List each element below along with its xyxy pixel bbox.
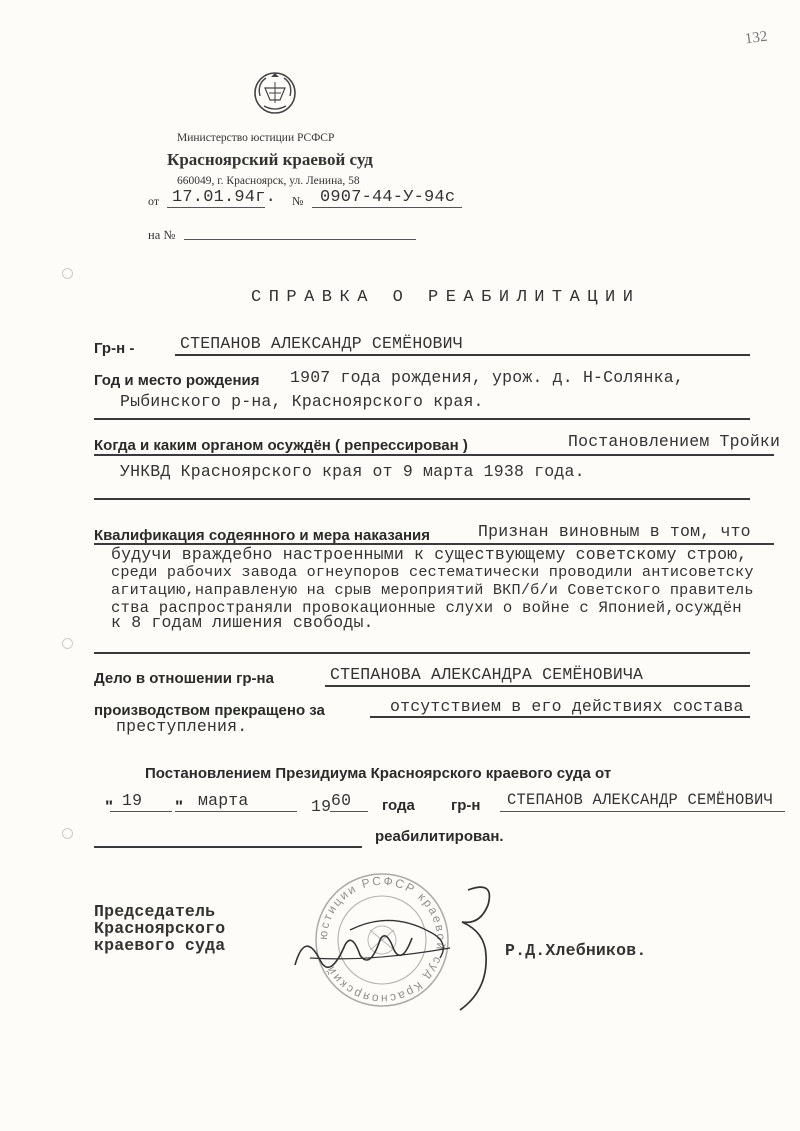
- qualification-underline-1: [94, 543, 774, 545]
- birth-line-2: Рыбинского р-на, Красноярского края.: [120, 392, 484, 411]
- punch-hole: [62, 268, 73, 279]
- birth-line-1: 1907 года рождения, урож. д. Н-Солянка,: [290, 368, 684, 387]
- number-underline: [312, 207, 462, 208]
- signer-position-1: Председатель: [94, 902, 216, 921]
- punch-hole: [62, 638, 73, 649]
- decree-person-label: гр-н: [451, 797, 481, 814]
- page-number: 132: [743, 28, 769, 48]
- termination-reason-1: отсутствием в его действиях состава: [390, 697, 744, 716]
- qualification-underline-2: [94, 652, 750, 654]
- decree-year-label: года: [382, 797, 415, 814]
- case-underline: [325, 685, 750, 687]
- reference-label: на №: [148, 228, 176, 242]
- date-label: от: [148, 194, 160, 208]
- decree-person-name: СТЕПАНОВ АЛЕКСАНДР СЕМЁНОВИЧ: [507, 791, 774, 809]
- emblem-icon: [252, 70, 298, 116]
- number-label: №: [292, 194, 304, 208]
- decree-day-underline: [110, 811, 172, 812]
- decree-person-underline: [500, 811, 785, 812]
- decree-year-underline: [330, 811, 368, 812]
- person-underline: [175, 354, 750, 356]
- punch-hole: [62, 828, 73, 839]
- qualification-line-4: агитацию,направленую на срыв мероприятий ВКП/б/и Советского правитель: [111, 581, 754, 599]
- decree-intro: Постановлением Президиума Красноярского краевого суда от: [145, 765, 612, 782]
- rehabilitated-underline: [94, 846, 362, 848]
- person-name: СТЕПАНОВ АЛЕКСАНДР СЕМЁНОВИЧ: [180, 334, 463, 353]
- qualification-label: Квалификация содеянного и мера наказания: [94, 527, 430, 544]
- decree-day-prefix: ": [105, 797, 114, 816]
- conviction-line-2: УНКВД Красноярского края от 9 марта 1938 года.: [120, 462, 585, 481]
- decree-day-suffix: ": [175, 797, 184, 816]
- conviction-underline-1: [94, 454, 774, 456]
- date-underline: [167, 207, 265, 208]
- decree-month: марта: [198, 791, 249, 810]
- signer-position-3: краевого суда: [94, 936, 226, 955]
- birth-label: Год и место рождения: [94, 372, 260, 389]
- decree-year-suffix: 60: [331, 791, 352, 810]
- signer-position-2: Красноярского: [94, 919, 226, 938]
- termination-underline: [370, 716, 750, 718]
- decree-month-underline: [175, 811, 297, 812]
- qualification-line-1: Признан виновным в том, что: [478, 522, 751, 541]
- birth-underline: [94, 418, 750, 420]
- terminated-label: производством прекращено за: [94, 702, 325, 719]
- ministry-name: Министерство юстиции РСФСР: [177, 132, 335, 144]
- person-label: Гр-н -: [94, 340, 135, 357]
- document-title: СПРАВКА О РЕАБИЛИТАЦИИ: [251, 288, 641, 307]
- number-value: 0907-44-У-94с: [320, 188, 456, 207]
- conviction-line-1: Постановлением Тройки: [568, 432, 781, 451]
- conviction-underline-2: [94, 498, 750, 500]
- case-person-name: СТЕПАНОВА АЛЕКСАНДРА СЕМЁНОВИЧА: [330, 665, 644, 684]
- signer-name: Р.Д.Хлебников.: [505, 941, 647, 960]
- rehabilitated-status: реабилитирован.: [375, 828, 504, 845]
- decree-day: 19: [122, 791, 143, 810]
- date-value: 17.01.94г.: [172, 188, 277, 207]
- reference-underline: [184, 239, 416, 240]
- qualification-line-5: ства распространяли провокационные слухи о войне с Японией,осуждён: [111, 599, 742, 617]
- seal-ring-text: юстиции РСФСР краевой суд Красноярский: [315, 873, 449, 1007]
- court-address: 660049, г. Красноярск, ул. Ленина, 58: [177, 175, 360, 187]
- qualification-line-3: среди рабочих завода огнеупоров сестематически проводили антисоветску: [111, 563, 754, 581]
- termination-reason-2: преступления.: [116, 717, 248, 736]
- signature-icon: [290, 870, 520, 1020]
- case-label: Дело в отношении гр-на: [94, 670, 274, 687]
- decree-year-prefix: 19: [311, 797, 332, 816]
- qualification-line-2: будучи враждебно настроенными к существующему советскому строю,: [111, 545, 748, 564]
- court-name: Красноярский краевой суд: [167, 150, 373, 169]
- conviction-label: Когда и каким органом осуждён ( репрессирован ): [94, 437, 468, 454]
- qualification-line-6: к 8 годам лишения свободы.: [111, 613, 374, 632]
